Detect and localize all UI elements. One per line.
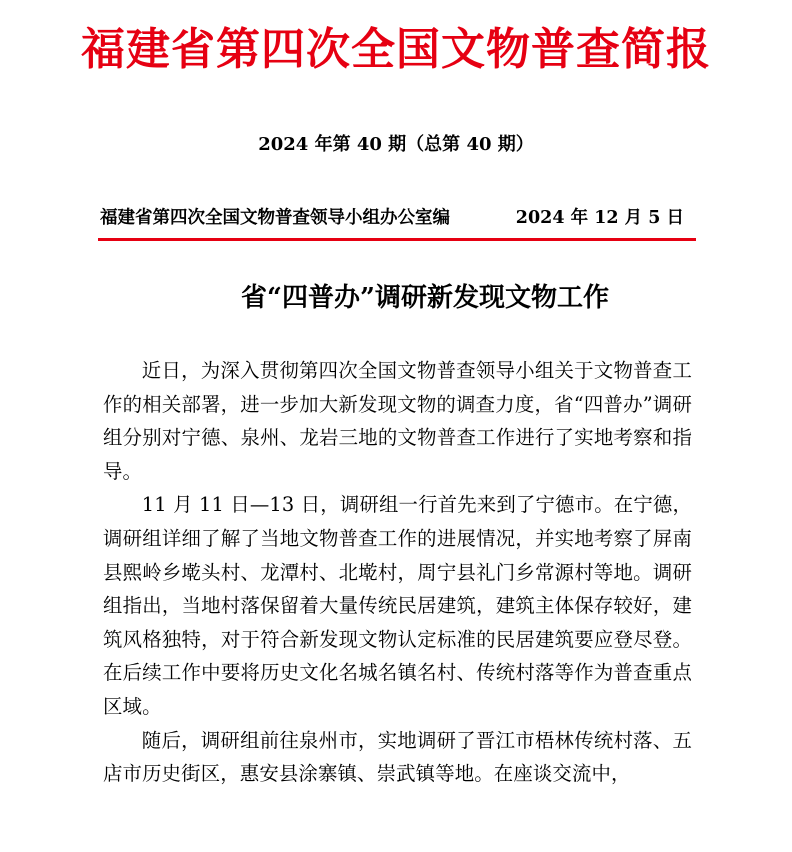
issue-number: 2024 年第 40 期（总第 40 期） (258, 134, 534, 155)
paragraph: 随后，调研组前往泉州市，实地调研了晋江市梧林传统村落、五店市历史街区，惠安县涂寨镇、崇武镇等地。在座谈交流中， (103, 728, 692, 786)
article-body (103, 354, 692, 791)
paragraph: 11 月 11 日—13 日，调研组一行首先来到了宁德市。在宁德，调研组详细了解了当地文物普查工作的进展情况，并实地考察了屏南县熙岭乡墘头村、龙潭村、北墘村，周宁县礼门乡常源村等地。调研组指出，当地村落保留着大量传统民居建筑，建筑主体保存较好，建筑风格独特，对于符合新发现文物认定标准的民居建筑要应登尽登。在后续工作中要将历史文化名城名镇名村、传统村落等作为普查重点区域。 (103, 493, 692, 718)
editor-line (100, 205, 696, 231)
publish-date: 2024 年 12 月 5 日 (515, 208, 684, 228)
paragraph: 近日，为深入贯彻第四次全国文物普查领导小组关于文物普查工作的相关部署，进一步加大新发现文物的调查力度，省“四普办”调研组分别对宁德、泉州、龙岩三地的文物普查工作进行了实地考察和指导。 (103, 359, 692, 483)
bulletin-masthead: 福建省第四次全国文物普查简报 (81, 24, 711, 75)
red-divider-rule (98, 238, 696, 241)
article-title: 省“四普办”调研新发现文物工作 (241, 283, 609, 313)
editor-name: 福建省第四次全国文物普查领导小组办公室编 (100, 208, 450, 228)
